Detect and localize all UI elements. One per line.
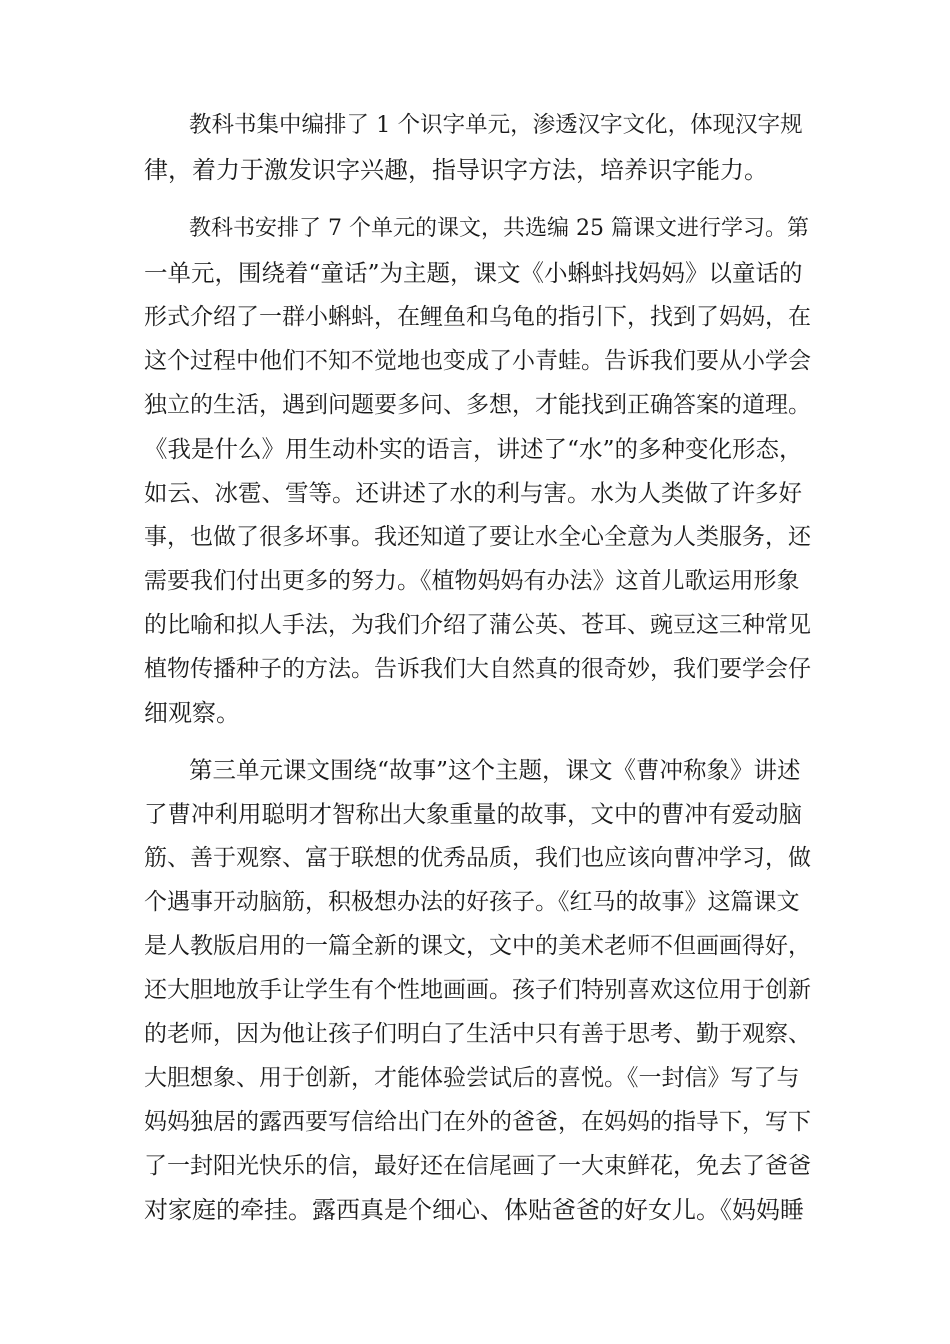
text-line: 了曹冲利用聪明才智称出大象重量的故事，文中的曹冲有爱动脑 — [144, 800, 802, 828]
text-line: 独立的生活，遇到问题要多问、多想，才能找到正确答案的道理。 — [144, 392, 811, 418]
text-line: 教科书集中编排了 1 个识字单元，渗透汉字文化，体现汉字规 — [189, 112, 803, 138]
text-line: 需要我们付出更多的努力。《植物妈妈有办法》这首儿歌运用形象 — [144, 568, 800, 594]
text-line: 这个过程中他们不知不觉地也变成了小青蛙。告诉我们要从小学会 — [144, 348, 811, 374]
text-line: 植物传播种子的方法。告诉我们大自然真的很奇妙，我们要学会仔 — [144, 656, 811, 682]
text-line: 的比喻和拟人手法，为我们介绍了蒲公英、苍耳、豌豆这三种常见 — [144, 612, 811, 638]
text-line: 了一封阳光快乐的信，最好还在信尾画了一大束鲜花，免去了爸爸 — [144, 1153, 811, 1179]
text-line: 教科书安排了 7 个单元的课文，共选编 25 篇课文进行学习。第 — [189, 216, 809, 241]
text-line: 事，也做了很多坏事。我还知道了要让水全心全意为人类服务，还 — [144, 524, 811, 550]
text-line: 的老师，因为他让孩子们明白了生活中只有善于思考、勤于观察、 — [144, 1021, 811, 1047]
text-line: 律，着力于激发识字兴趣，指导识字方法，培养识字能力。 — [144, 156, 768, 184]
text-line: 筋、善于观察、富于联想的优秀品质，我们也应该向曹冲学习，做 — [144, 845, 811, 871]
text-line: 个遇事开动脑筋，积极想办法的好孩子。《红马的故事》这篇课文 — [144, 889, 800, 915]
text-line: 对家庭的牵挂。露西真是个细心、体贴爸爸的好女儿。《妈妈睡 — [144, 1196, 804, 1224]
text-line: 如云、冰雹、雪等。还讲述了水的利与害。水为人类做了许多好 — [144, 479, 802, 507]
text-line: 《我是什么》用生动朴实的语言，讲述了“水”的多种变化形态， — [144, 435, 803, 463]
text-line: 妈妈独居的露西要写信给出门在外的爸爸，在妈妈的指导下，写下 — [144, 1109, 811, 1135]
text-line: 细观察。 — [144, 699, 240, 727]
text-line: 还大胆地放手让学生有个性地画画。孩子们特别喜欢这位用于创新 — [144, 977, 811, 1003]
text-line: 大胆想象、用于创新，才能体验尝试后的喜悦。《一封信》写了与 — [144, 1065, 800, 1091]
text-line: 是人教版启用的一篇全新的课文，文中的美术老师不但画画得好， — [144, 933, 811, 959]
text-line: 一单元，围绕着“童话”为主题，课文《小蝌蚪找妈妈》以童话的 — [144, 259, 803, 287]
text-line: 形式介绍了一群小蝌蚪，在鲤鱼和乌龟的指引下，找到了妈妈，在 — [144, 304, 811, 330]
text-line: 第三单元课文围绕“故事”这个主题，课文《曹冲称象》讲述 — [189, 756, 801, 784]
